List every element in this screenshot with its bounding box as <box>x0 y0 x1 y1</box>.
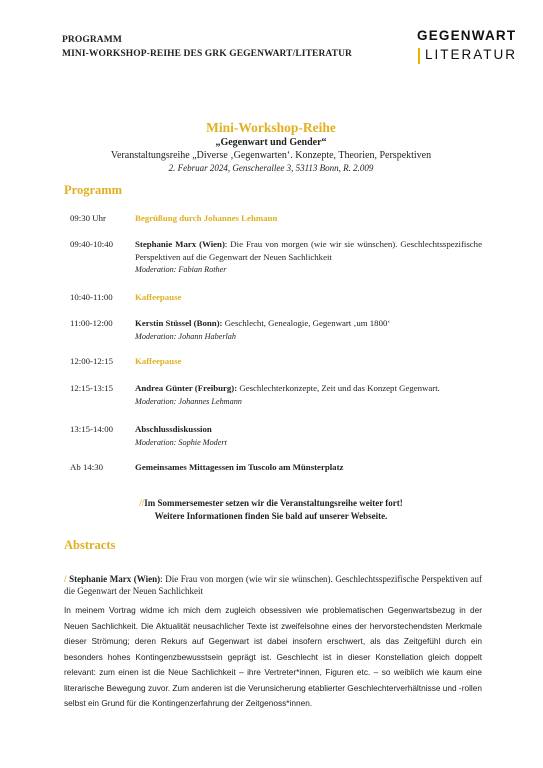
header-line-1: PROGRAMM <box>62 35 122 45</box>
program-item-title: Begrüßung durch Johannes Lehmann <box>135 213 278 223</box>
notice-line-1: Im Sommersemester setzen wir die Veranstaltungsreihe weiter fort! <box>144 498 403 508</box>
notice-line-2: Weitere Informationen finden Sie bald auf unserer Webseite. <box>154 511 388 521</box>
event-date-location: 2. Februar 2024, Genscherallee 3, 53113 Bonn, R. 2.009 <box>168 163 374 173</box>
program-talk: : Die Frau von morgen (wie wir sie wünschen). Geschlechtsspezifische Perspektiven auf die Gegenwart der Neuen Sachlichkeit <box>135 239 482 262</box>
program-speaker: Abschlussdiskussion <box>135 424 212 434</box>
program-talk: Geschlecht, Genealogie, Gegenwart ‚um 1800‘ <box>222 318 391 328</box>
header-line-2: MINI-WORKSHOP-REIHE DES GRK GEGENWART/LITERATUR <box>62 49 353 59</box>
abstract-title: : Die Frau von morgen (wie wir sie wünschen). Geschlechtsspezifische Perspektiven auf die Gegenwart der Neuen Sachlichkeit <box>64 574 482 596</box>
notice-slash: // <box>139 498 145 508</box>
abstract-slash: / <box>64 574 67 584</box>
program-talk: Geschlechterkonzepte, Zeit und das Konzept Gegenwart. <box>237 383 440 393</box>
title-block <box>62 120 480 174</box>
program-time: 11:00-12:00 <box>70 318 113 328</box>
logo-accent-bar <box>418 48 420 64</box>
program-item-title: Kaffeepause <box>135 292 182 302</box>
abstract-speaker: Stephanie Marx (Wien) <box>69 574 161 584</box>
program-heading: Programm <box>64 183 123 197</box>
program-speaker: Stephanie Marx (Wien) <box>135 239 225 249</box>
program-item-title: Kaffeepause <box>135 356 182 366</box>
program-moderation: Moderation: Fabian Rother <box>135 265 227 274</box>
program-time: 12:00-12:15 <box>70 356 114 366</box>
document-header <box>62 33 352 61</box>
program-moderation: Moderation: Johann Haberlah <box>135 331 236 341</box>
announcement-notice <box>62 497 480 523</box>
event-title: Mini-Workshop-Reihe <box>206 120 336 135</box>
program-moderation: Moderation: Johannes Lehmann <box>135 396 242 406</box>
program-time: 13:15-14:00 <box>70 424 114 434</box>
logo-line-2: LITERATUR <box>425 47 518 62</box>
event-subtitle: „Gegenwart und Gender“ <box>215 137 327 148</box>
program-time: 12:15-13:15 <box>70 383 114 393</box>
abstract-body: In meinem Vortrag widme ich mich dem zugleich obsessiven wie problematischen Gegenwartsbezug in der Neuen Sachlichkeit. Die Aktualität neusachlicher Texte ist zweifelsohne eines der hervorstechendsten Merkmale dieser Strömung; deren Rekurs auf Gegenwart ist dabei insofern erschwert, als das Zeitgefühl durch ein besonders hohes Kontingenzbewusstsein geprägt ist. Geschlecht ist in dieser Konstellation gleich doppelt relevant: zum einen ist die Neue Sachlichkeit – ihre Vertreter*innen, Figuren etc. – so weiblich wie kaum eine literarische Bewegung zuvor. Zum anderen ist die Verunsicherung etablierter Geschlechterverhältnisse und -rollen selbst ein Grund für die Kontingenzerfahrung der Zeitgenoss*innen. <box>64 605 482 708</box>
program-moderation: Moderation: Sophie Modert <box>135 437 227 447</box>
program-speaker: Kerstin Stüssel (Bonn): <box>135 318 223 328</box>
logo-line-1: GEGENWART <box>417 28 517 43</box>
event-series: Veranstaltungsreihe „Diverse ‚Gegenwarten‘. Konzepte, Theorien, Perspektiven <box>110 150 432 161</box>
program-time: 10:40-11:00 <box>70 292 113 302</box>
program-time: Ab 14:30 <box>70 462 103 472</box>
abstracts-heading: Abstracts <box>64 538 116 552</box>
gegenwart-literatur-logo <box>417 28 518 62</box>
abstract-heading <box>64 573 482 597</box>
program-time: 09:30 Uhr <box>70 213 106 223</box>
program-time: 09:40-10:40 <box>70 239 114 249</box>
program-speaker: Andrea Günter (Freiburg): <box>135 383 238 393</box>
program-speaker: Gemeinsames Mittagessen im Tuscolo am Münsterplatz <box>135 462 344 472</box>
